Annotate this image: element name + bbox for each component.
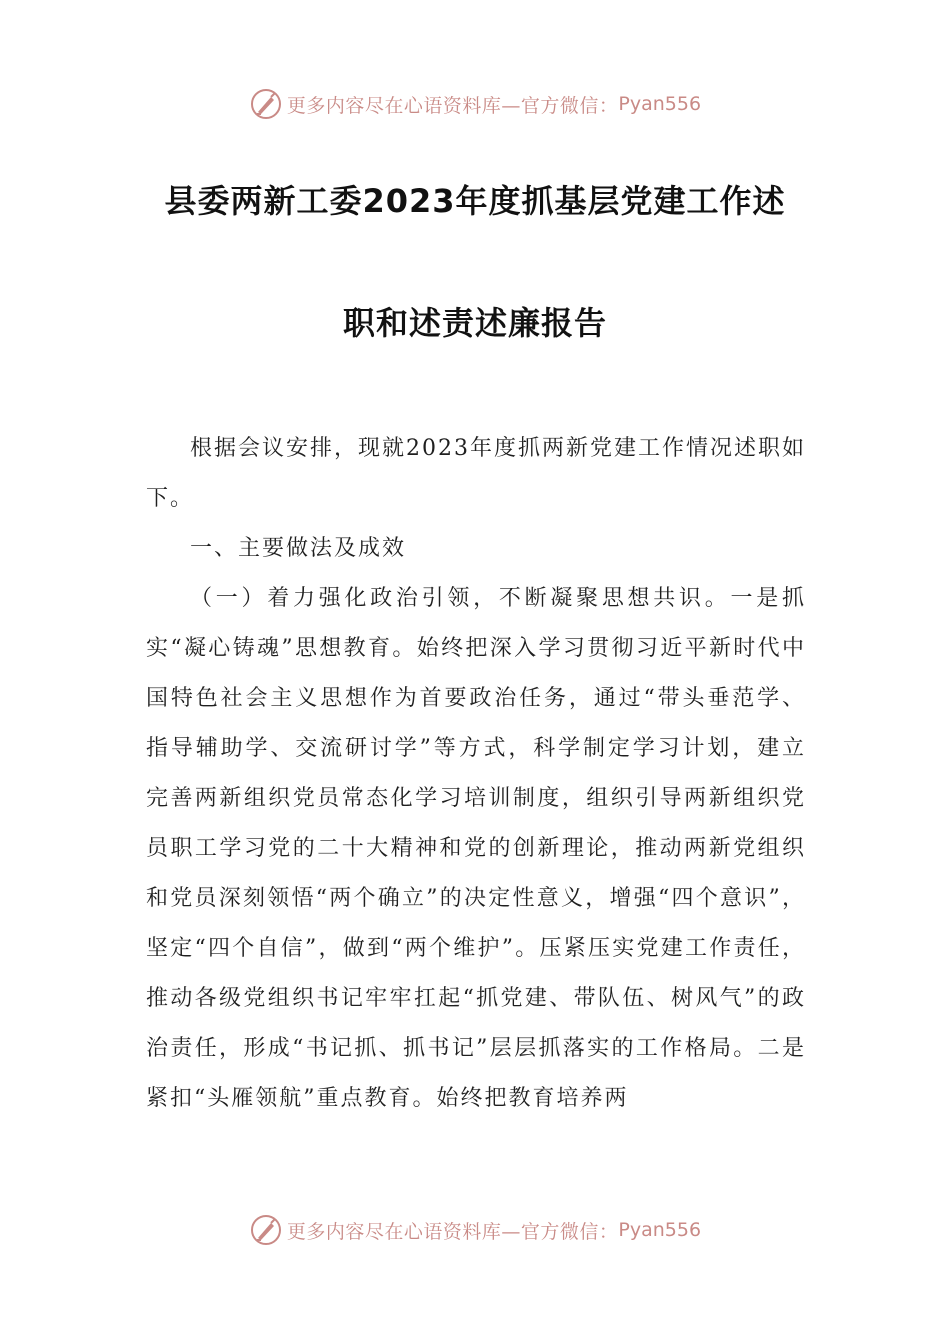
section-heading-1: 一、主要做法及成效 (190, 536, 407, 561)
document-title-line-1: 县委两新工委2023年度抓基层党建工作述 (164, 182, 786, 220)
watermark-header (0, 84, 950, 124)
document-body (146, 424, 806, 1124)
watermark-wechat-id: Pyan556 (618, 1219, 702, 1241)
pen-quill-icon (249, 1213, 283, 1247)
watermark-text: 更多内容尽在心语资料库—官方微信： (286, 94, 619, 117)
paragraph-section-1-1: （一）着力强化政治引领，不断凝聚思想共识。一是抓实“凝心铸魂”思想教育。始终把深入学习贯彻习近平新时代中国特色社会主义思想作为首要政治任务，通过“带头垂范学、指导辅助学、交流研讨学”等方式，科学制定学习计划，建立完善两新组织党员常态化学习培训制度，组织引导两新组织党员职工学习党的二十大精神和党的创新理论，推动两新党组织和党员深刻领悟“两个确立”的决定性意义，增强“四个意识”，坚定“四个自信”，做到“两个维护”。压紧压实党建工作责任，推动各级党组织书记牢牢扛起“抓党建、带队伍、树风气”的政治责任，形成“书记抓、抓书记”层层抓落实的工作格局。二是紧扣“头雁领航”重点教育。始终把教育培养两 (146, 586, 806, 1111)
pen-quill-icon (249, 87, 283, 121)
watermark-text: 更多内容尽在心语资料库—官方微信： (286, 1220, 619, 1243)
watermark-footer (0, 1210, 950, 1250)
watermark-wechat-id: Pyan556 (618, 93, 702, 115)
paragraph-intro: 根据会议安排，现就2023年度抓两新党建工作情况述职如下。 (146, 436, 806, 511)
document-title-line-2: 职和述责述廉报告 (342, 304, 607, 342)
